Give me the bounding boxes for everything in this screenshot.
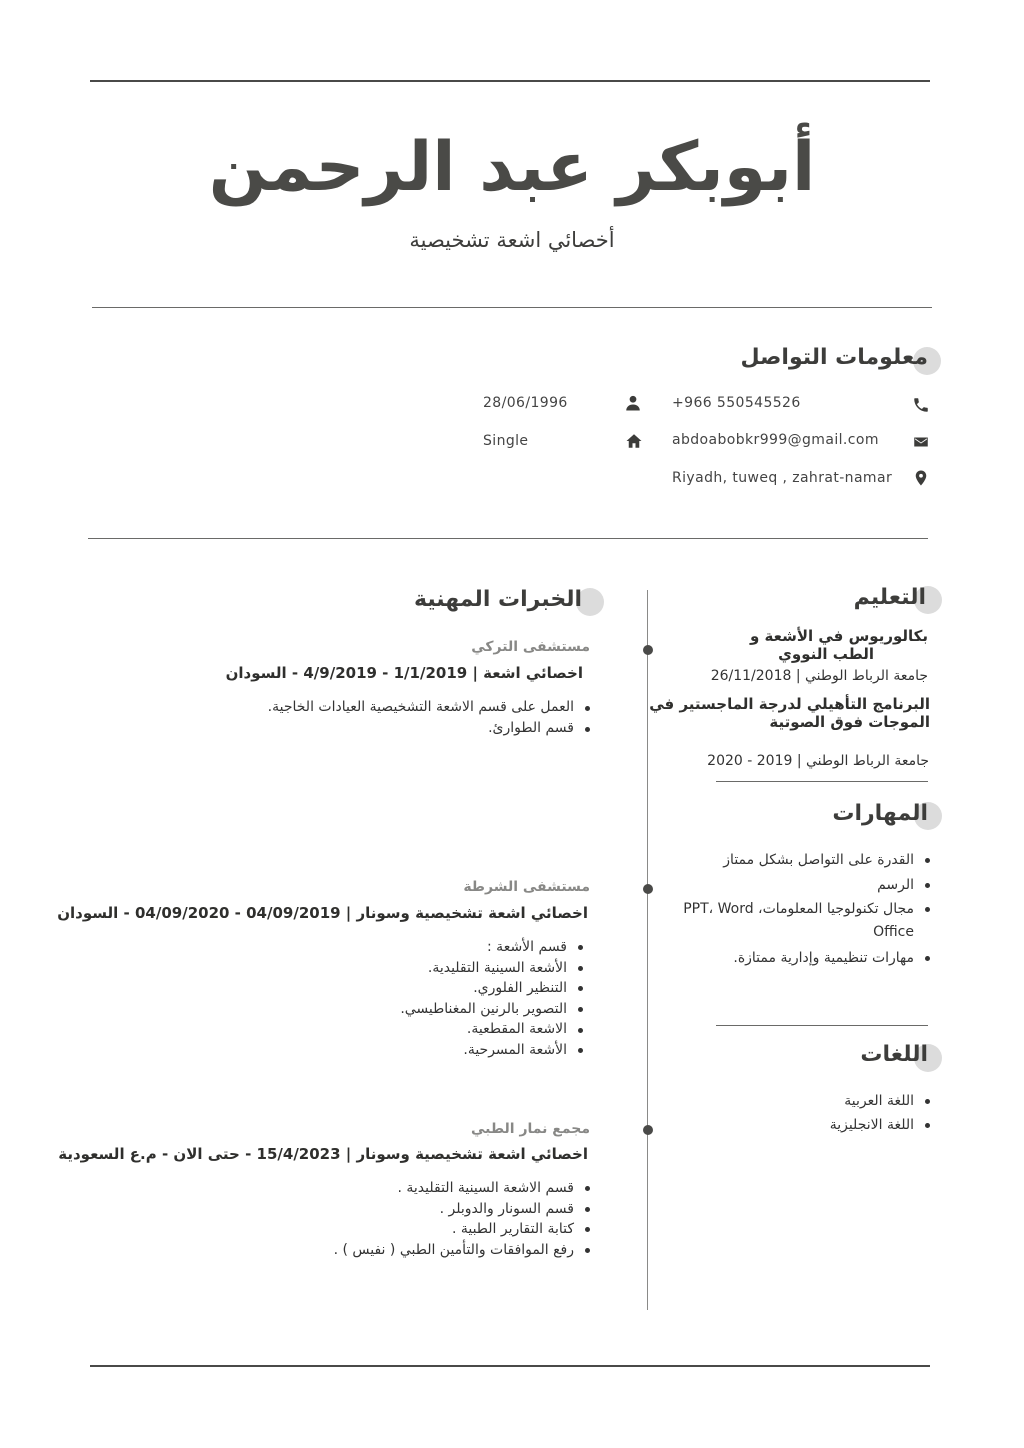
education-2-meta: جامعة الرباط الوطني | 2019 - 2020 (707, 753, 929, 769)
list-item: كتابة التقارير الطبية . (334, 1219, 574, 1240)
header-divider (92, 307, 932, 308)
list-item: القدرة على التواصل بشكل ممتاز (683, 848, 914, 873)
list-item: رفع الموافقات والتأمين الطبي ( نفيس ) . (334, 1240, 574, 1261)
job-1-duties (268, 697, 594, 739)
bottom-rule (90, 1365, 930, 1367)
skills-section-title: المهارات (832, 801, 928, 826)
job-2-duties (400, 937, 587, 1061)
phone-icon (912, 396, 930, 414)
education-section-title: التعليم (853, 585, 926, 610)
education-1-degree-line1: بكالوريوس في الأشعة و (749, 627, 928, 645)
timeline-dot-2 (643, 884, 653, 894)
list-item: قسم السونار والدوبلر . (334, 1199, 574, 1220)
languages-list (830, 1089, 934, 1137)
skills-list (683, 848, 934, 922)
marital-status: Single (483, 433, 529, 449)
education-2-degree-line1: البرنامج التأهيلي لدرجة الماجستير في (649, 695, 930, 713)
education-divider (716, 781, 928, 782)
job-1-organization: مستشفى التركي (471, 639, 590, 655)
list-item: الأشعة السينية التقليدية. (400, 958, 567, 979)
contact-divider (88, 538, 928, 539)
list-item: اللغة العربية (830, 1089, 914, 1113)
job-2-organization: مستشفى الشرطة (463, 879, 590, 895)
phone-number: +966 550545526 (672, 395, 801, 411)
contact-section-title: معلومات التواصل (740, 345, 928, 370)
person-icon (624, 394, 642, 412)
email-icon (912, 433, 930, 451)
location-pin-icon (912, 469, 930, 487)
list-item: التنظير الفلوري. (400, 978, 567, 999)
list-item: قسم الطوارئ. (268, 718, 574, 739)
languages-section-title: اللغات (860, 1042, 928, 1067)
list-item: مجال تكنولوجيا المعلومات، PPT، Word (683, 897, 914, 922)
skills-list-continued (733, 946, 934, 971)
education-1-meta: جامعة الرباط الوطني | 26/11/2018 (710, 668, 928, 684)
skills-divider (716, 1025, 928, 1026)
experience-section-title: الخبرات المهنية (413, 587, 582, 612)
job-3-duties (334, 1178, 594, 1260)
timeline-dot-3 (643, 1125, 653, 1135)
job-2-role: اخصائي اشعة تشخيصية وسونار | 04/09/2019 - 04/09/2020 - السودان (57, 904, 588, 922)
list-item: مهارات تنظيمية وإدارية ممتازة. (733, 946, 914, 971)
job-1-role: اخصائي اشعة | 1/1/2019 - 4/9/2019 - السودان (225, 664, 583, 682)
candidate-job-title: أخصائي اشعة تشخيصية (409, 228, 615, 252)
birth-date: 28/06/1996 (483, 395, 568, 411)
job-3-organization: مجمع نمار الطبي (471, 1121, 590, 1137)
home-icon (625, 432, 643, 450)
top-rule (90, 80, 930, 82)
candidate-name: أبوبكر عبد الرحمن (208, 128, 816, 207)
list-item: العمل على قسم الاشعة التشخيصية العيادات الخاجية. (268, 697, 574, 718)
list-item: الرسم (683, 873, 914, 898)
education-2-degree-line2: الموجات فوق الصوتية (769, 713, 930, 731)
list-item: الاشعة المقطعية. (400, 1019, 567, 1040)
list-item: اللغة الانجليزية (830, 1113, 914, 1137)
list-item: قسم الأشعة : (400, 937, 567, 958)
email-address: abdoabobkr999@gmail.com (672, 432, 879, 448)
list-item: الأشعة المسرحية. (400, 1040, 567, 1061)
timeline-line (647, 590, 648, 1310)
education-1-degree-line2: الطب النووي (778, 645, 874, 663)
job-3-role: اخصائي اشعة تشخيصية وسونار | 15/4/2023 - حتى الان - م.ع السعودية (58, 1145, 588, 1163)
list-item: قسم الاشعة السينية التقليدية . (334, 1178, 574, 1199)
timeline-dot-1 (643, 645, 653, 655)
home-address: Riyadh, tuweq , zahrat-namar (672, 470, 893, 486)
skills-item-continuation: Office (873, 924, 914, 940)
list-item: التصوير بالرنين المغناطيسي. (400, 999, 567, 1020)
